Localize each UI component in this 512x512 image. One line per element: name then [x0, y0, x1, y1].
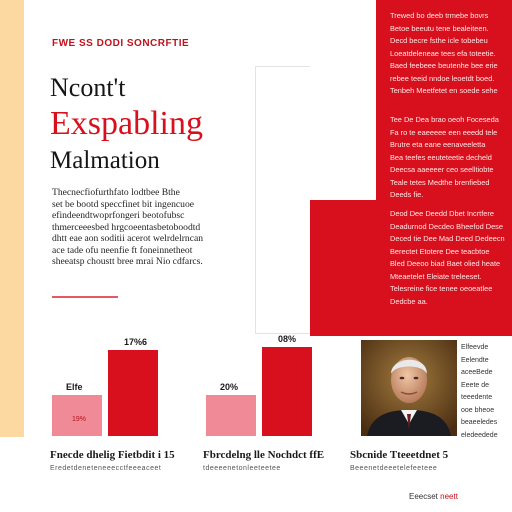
hairline-frame — [255, 66, 310, 334]
portrait-side-line: aceeBede — [461, 369, 493, 376]
red-accent-block — [310, 200, 376, 336]
intro-line: efindeendtwoprfongeri beotofubsc — [52, 210, 185, 221]
portrait-photo — [361, 340, 457, 436]
bar-data-label: 17%6 — [124, 337, 148, 347]
footer-credit-prefix: Eeecset — [409, 492, 438, 501]
portrait-side-line: Eelendte — [461, 356, 489, 364]
intro-paragraph — [52, 187, 222, 268]
portrait-side-text — [461, 342, 509, 442]
portrait-side-line: Elfeevde — [461, 344, 489, 351]
sidebar-line: Baed feebeee beutenhe bee erie — [390, 61, 498, 70]
bar-inner-label: 19% — [72, 416, 87, 423]
sidebar-paragraph-2 — [390, 114, 508, 202]
sidebar-line: rebee teeid nndoe leoetdt boed. — [390, 73, 495, 83]
portrait-side-line: teeedente — [461, 394, 493, 401]
chart-2-caption-line: tdeeeenetonleeteetee — [203, 465, 281, 472]
sidebar-paragraph-1 — [390, 10, 508, 98]
headline-line-3: Malmation — [50, 147, 160, 174]
portrait-caption-title: Sbcnide Tteeetdnet 5 — [350, 449, 449, 461]
sidebar-line: Mteaetelet Eleiate treleeset. — [390, 271, 482, 281]
sidebar-line: Fa ro te eaeeeee een eeedd tele — [390, 127, 498, 137]
portrait-side-line: beaeeledes — [461, 419, 498, 426]
bar-B — [108, 350, 158, 436]
sidebar-line: Dedcbe aa. — [390, 296, 428, 306]
sidebar-line: Trewed bo deeb trmebe bovrs — [390, 11, 489, 20]
sidebar-paragraph-3 — [390, 208, 508, 308]
portrait-side-line: Eeete de — [461, 381, 490, 389]
sidebar-line: Deeds fie. — [390, 190, 424, 199]
footer-credit-accent: neett — [440, 492, 458, 501]
sidebar-line: Loeatdeleneae tees efa toteetie. — [390, 48, 496, 58]
bar-data-label: Elfe — [66, 382, 83, 392]
section-rule — [52, 296, 118, 298]
intro-line: dhtt eae aon soditii acerot welrdelrncan — [52, 233, 204, 244]
bar-chart-1 — [44, 318, 174, 438]
kicker-label: FWE SS DODI SONCRFTIE — [52, 38, 190, 49]
sidebar-line: Bea teefes eeuteteetie decheld — [390, 152, 492, 162]
intro-line: Thecnecfiofurthfato lodtbee Bthe — [52, 187, 180, 198]
intro-line: set be bootd speccfinet bit ingencuoe — [52, 198, 194, 210]
portrait-image — [361, 340, 457, 436]
sidebar-line: Deadurnod Decdeo Bheefod Dese — [390, 221, 503, 231]
chart-2-caption-title: Fbrcdelng lle Nochdct ffE — [203, 449, 325, 461]
footer-credit — [409, 492, 458, 501]
chart-1-caption — [50, 449, 175, 472]
headline-line-2: Exspabling — [50, 105, 203, 142]
sidebar-line: Teale tetes Medthe brenfiebed — [390, 177, 490, 187]
portrait-caption-line: Beeenetdeeetelefeeteee — [350, 465, 438, 472]
bar-data-label: 20% — [220, 382, 239, 392]
intro-line: ace tade ofu neenfie ft foneinnetheot — [52, 244, 193, 256]
sidebar-line: Tenbeh Meetfetet en soede sehe — [390, 86, 498, 95]
left-accent-stripe — [0, 0, 24, 437]
sidebar-line: Decd becre fsthe icle tobebeu — [390, 36, 488, 45]
portrait-side-line: ooe bheoe — [461, 406, 495, 414]
bar-A — [206, 395, 256, 436]
sidebar-line: Brutre eta eane eenaveeletta — [390, 140, 486, 149]
bar-B — [262, 347, 312, 436]
sidebar-line: Deecsa aaeeeer ceo seelltiobte — [390, 165, 494, 174]
chart-2-caption — [203, 449, 324, 472]
headline-line-1: Ncont't — [50, 73, 126, 102]
sidebar-line: Deced tie Dee Mad Deed Dedeecn — [390, 234, 505, 243]
intro-line: sheeatsp choustt bree mrai Nio cdfarcs. — [52, 256, 203, 267]
chart-1-caption-title: Fnecde dhelig Fietbdit i 15 — [50, 449, 175, 461]
sidebar-line: Berectet Etotere Dee teacbtoe — [390, 246, 490, 256]
sidebar-line: Deod Dee Deedd Dbet Incrtfere — [390, 209, 494, 218]
portrait-caption — [350, 449, 448, 472]
sidebar-line: Bled Deeoo biad Baet olied heate — [390, 259, 501, 268]
sidebar-line: Telesreine fice tenee oeoeatlee — [390, 284, 493, 293]
portrait-side-line: eledeedede — [461, 431, 498, 439]
sidebar-line: Tee De Dea brao oeoh Foceseda — [390, 115, 499, 124]
chart-1-caption-line: Eredetdeneteneeecctfeeeaceet — [50, 465, 162, 472]
intro-line: thmerceeesbed hrgcoeentasbetoboodtd — [52, 221, 201, 233]
sidebar-line: Betoe beeutu tene bealeiteen. — [390, 23, 489, 33]
bar-chart-2 — [198, 318, 328, 438]
bar-data-label: 08% — [278, 334, 297, 344]
